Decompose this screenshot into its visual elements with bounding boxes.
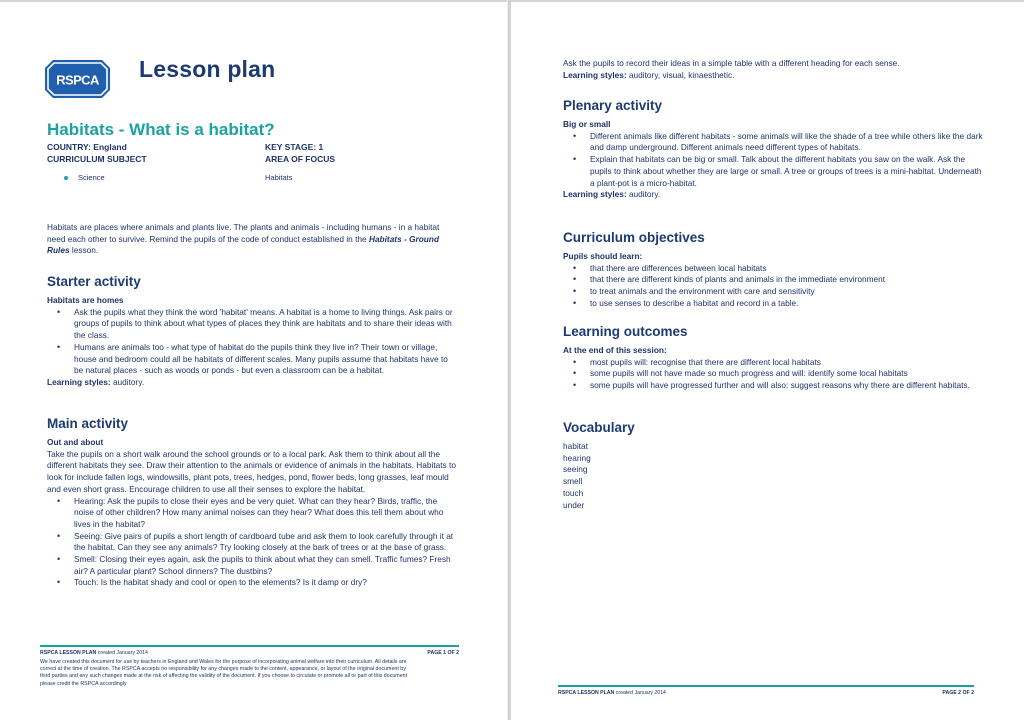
- ground-rules-reference: Habitats - Ground Rules: [47, 233, 440, 256]
- outcomes-list: [563, 357, 983, 392]
- starter-subheading: Habitats are homes: [47, 295, 124, 305]
- list-item: • Humans are animals too - what type of habitat do the pupils think they live in? Their town or village, house and bedroom could all be habitats of different scales. Many pupils assume that habitats have to be natural places - such as woods or ponds - but even a classroom can be a habitat.: [47, 342, 459, 377]
- starter-section: [47, 295, 459, 389]
- starter-learning-styles: Learning styles: auditory.: [47, 376, 145, 387]
- footer-disclaimer: We have created this document for use by teachers in England and Wales for the purpose of incorporating animal welfare into their curriculum. All details are correct at the time of creation. The RSPCA accepts no responsibility for any changes made to the content, appearance, or layout of the original document by third parties and any such changes made at the risk of affecting the validity of the document. If you choose to circulate or promote all or part of this document please credit the RSPCA accordingly: [40, 659, 408, 687]
- footer-rule: [558, 685, 974, 687]
- footer-credit: RSPCA LESSON PLAN created January 2014: [558, 690, 666, 696]
- main-activity-heading: Main activity: [47, 416, 129, 431]
- starter-list: [47, 307, 459, 377]
- vocabulary-word: hearing: [563, 452, 591, 463]
- plenary-learning-styles: Learning styles: auditory.: [563, 189, 661, 200]
- curriculum-subject-value: Science: [78, 173, 105, 182]
- list-item: • Touch: Is the habitat shady and cool or open to the elements? Is it damp or dry?: [47, 577, 459, 589]
- objectives-subheading: Pupils should learn:: [563, 251, 643, 261]
- starter-heading: Starter activity: [47, 274, 141, 289]
- senses-list: [47, 496, 459, 590]
- area-of-focus-label: AREA OF FOCUS: [265, 154, 336, 164]
- list-item: • Explain that habitats can be big or small. Talk about the different habitats you saw on the walk. Ask the pupils to think about whether they are large or small. A tree or groups of trees is a mini-habitat. Underneath a plant-pot is a micro-habitat.: [563, 154, 983, 189]
- lesson-title: Habitats - What is a habitat?: [47, 120, 275, 139]
- plenary-list: [563, 131, 983, 190]
- intro-paragraph: Habitats are places where animals and plants live. The plants and animals - including humans - in a habitat need each other to survive. Remind the pupils of the code of conduct established in the Habitats - Ground Rules lesson.: [47, 222, 440, 256]
- main-activity-subheading: Out and about: [47, 437, 104, 447]
- outcomes-section: [563, 345, 983, 392]
- key-stage-label: KEY STAGE: 1: [265, 142, 324, 152]
- footer-credit: RSPCA LESSON PLAN created January 2014: [40, 650, 148, 656]
- rspca-logo-icon: [45, 60, 110, 98]
- list-item: • Hearing: Ask the pupils to close their eyes and be very quiet. What can they hear? Birds, traffic, the noise of other children? How many animal noises can they hear? What does this tell them about who lives in the habitat?: [47, 496, 459, 531]
- list-item: • Seeing: Give pairs of pupils a short length of cardboard tube and ask them to look carefully through it at the habitat. Can they see any animals? Try looking closely at the bark of trees or at the base of grass.: [47, 531, 459, 554]
- bullet-icon: [64, 176, 68, 180]
- vocabulary-heading: Vocabulary: [563, 420, 635, 435]
- vocabulary-list: [563, 441, 763, 511]
- curriculum-subject-label: CURRICULUM SUBJECT: [47, 154, 147, 164]
- list-item: • Ask the pupils what they think the word 'habitat' means. A habitat is a home to living things. Ask pairs or groups of pupils to think about what types of places they think are habitats and to share their ideas with the class.: [47, 307, 459, 342]
- outcomes-heading: Learning outcomes: [563, 324, 688, 339]
- vocabulary-word: seeing: [563, 464, 588, 475]
- outcomes-subheading: At the end of this session:: [563, 345, 667, 355]
- vocabulary-word: touch: [563, 487, 584, 498]
- plenary-subheading: Big or small: [563, 119, 611, 129]
- page-number: PAGE 1 OF 2: [427, 650, 459, 656]
- list-item: • to use senses to describe a habitat and record in a table.: [563, 298, 983, 310]
- main-activity-continuation: Ask the pupils to record their ideas in a simple table with a different heading for each sense. Learning styles: auditory, visual, kinaesthetic.: [563, 58, 983, 81]
- list-item: • that there are different kinds of plants and animals in the immediate environment: [563, 274, 983, 286]
- list-item: • Smell: Closing their eyes again, ask the pupils to think about what they can smell. Traffic fumes? Fresh air? A particular plant? School dinners? The dustbins?: [47, 554, 459, 577]
- plenary-heading: Plenary activity: [563, 98, 663, 113]
- list-item: • some pupils will not have made so much progress and will: identify some local habitats: [563, 368, 983, 380]
- svg-text:RSPCA: RSPCA: [56, 72, 99, 88]
- vocabulary-word: smell: [563, 476, 583, 487]
- page-1: [0, 2, 507, 720]
- plenary-section: [563, 119, 983, 201]
- document-title: Lesson plan: [139, 56, 276, 82]
- page-number: PAGE 2 OF 2: [942, 690, 974, 696]
- list-item: • that there are differences between local habitats: [563, 263, 983, 275]
- objectives-section: [563, 251, 983, 310]
- list-item: • to treat animals and the environment with care and sensitivity: [563, 286, 983, 298]
- objectives-heading: Curriculum objectives: [563, 230, 705, 245]
- country-label: COUNTRY: England: [47, 142, 127, 152]
- area-of-focus-value: Habitats: [265, 173, 293, 182]
- vocabulary-word: habitat: [563, 441, 588, 451]
- list-item: • Different animals like different habitats - some animals will like the shade of a tree while others like the dark and damp underground. Different animals need different types of habitats.: [563, 131, 983, 154]
- objectives-list: [563, 263, 983, 310]
- list-item: • some pupils will have progressed further and will also: suggest reasons why there are different habitats.: [563, 380, 983, 392]
- footer-rule: [40, 645, 459, 647]
- main-activity-section: [47, 437, 459, 589]
- list-item: • most pupils will: recognise that there are different local habitats: [563, 357, 983, 369]
- main-activity-paragraph: Take the pupils on a short walk around the school grounds or to a local park. Ask them to think about all the different habitats they see. Draw their attention to the animals or evidence of animals in the habitats. Habitats to look for include fallen logs, windowsills, plant pots, trees, hedges, pond, flower beds, long grasses, leaf mould and even short grass. Encourage children to use all their senses to explore the habitat.: [47, 448, 456, 494]
- page-2: [511, 2, 1024, 720]
- vocabulary-word: under: [563, 499, 585, 510]
- main-learning-styles: Learning styles: auditory, visual, kinaesthetic.: [563, 69, 735, 80]
